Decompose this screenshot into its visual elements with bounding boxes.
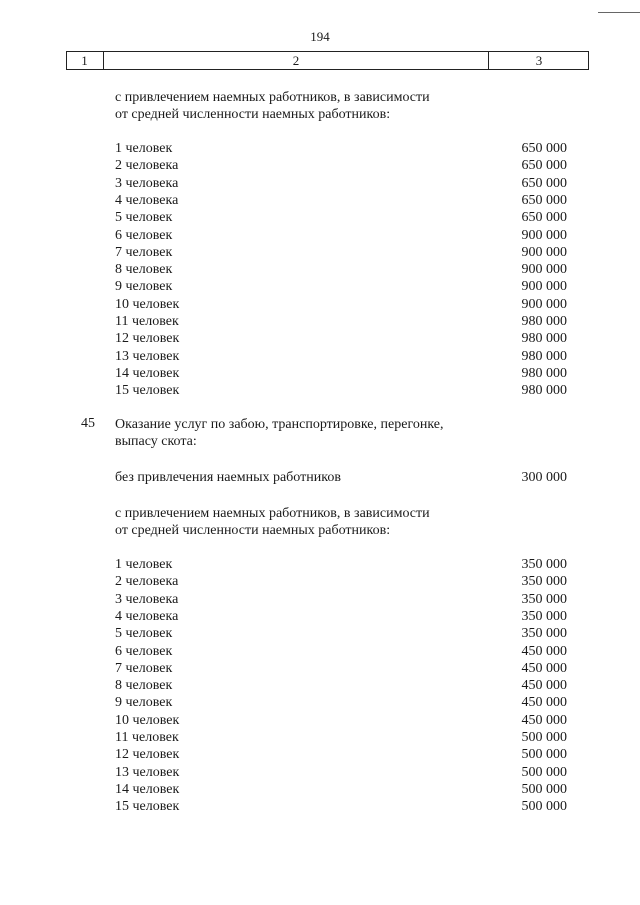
amount-value: 980 000: [521, 365, 567, 381]
list-item: [115, 677, 567, 694]
amount-value: 980 000: [521, 331, 567, 347]
employee-count-label: 13 человек: [115, 348, 180, 364]
list-item: [115, 556, 567, 573]
amount-value: 980 000: [521, 314, 567, 329]
list-item: [115, 712, 567, 729]
employee-count-label: 15 человек: [115, 383, 180, 399]
intro-line: с привлечением наемных работников, в зависимости: [115, 90, 430, 105]
list-item: [115, 746, 567, 763]
list-item: [115, 192, 567, 209]
table-border-right: [588, 52, 589, 69]
amount-value: 450 000: [521, 695, 567, 711]
employee-count-label: 3 человека: [115, 591, 179, 607]
list-item: [115, 694, 567, 711]
employee-count-label: 1 человек: [115, 557, 173, 572]
amount-value: 650 000: [521, 210, 567, 226]
amount-value: 900 000: [521, 279, 567, 295]
list-item: [115, 261, 567, 278]
column-header-2: 2: [292, 53, 300, 68]
amount-value: 450 000: [521, 660, 567, 676]
employee-count-label: 9 человек: [115, 279, 173, 295]
no-workers-label: без привлечения наемных работников: [115, 470, 341, 485]
amount-value: 450 000: [521, 712, 567, 728]
list-item: [115, 591, 567, 608]
employee-count-label: 6 человек: [115, 643, 173, 659]
list-item: [115, 643, 567, 660]
employee-count-label: 15 человек: [115, 799, 180, 815]
column-header-1: 1: [81, 53, 88, 68]
amount-value: 500 000: [521, 764, 567, 780]
amount-value: 900 000: [521, 227, 567, 243]
amount-value: 350 000: [521, 591, 567, 607]
list-item: [115, 157, 567, 174]
amount-value: 350 000: [521, 574, 567, 590]
employee-count-label: 7 человек: [115, 244, 173, 260]
amount-value: 650 000: [521, 192, 567, 208]
item-45-title: [115, 416, 444, 450]
employee-count-label: 9 человек: [115, 695, 173, 711]
page-number: 194: [310, 29, 330, 44]
list-item: [115, 781, 567, 798]
list-item: [115, 764, 567, 781]
list-item: [115, 313, 567, 330]
no-workers-value: 300 000: [521, 470, 567, 485]
employee-count-label: 7 человек: [115, 660, 173, 676]
amount-value: 350 000: [521, 557, 567, 572]
amount-value: 650 000: [521, 158, 567, 174]
intro-line: от средней численности наемных работников:: [115, 107, 391, 122]
employee-count-label: 4 человека: [115, 608, 179, 624]
column-header-row: [66, 51, 589, 70]
amount-value: 650 000: [521, 141, 567, 156]
item-number: 45: [81, 416, 95, 431]
list-item: [115, 296, 567, 313]
amount-value: 900 000: [521, 244, 567, 260]
amount-value: 500 000: [521, 799, 567, 815]
list-item: [115, 608, 567, 625]
amount-value: 980 000: [521, 348, 567, 364]
amount-value: 980 000: [521, 383, 567, 399]
employee-count-label: 6 человек: [115, 227, 173, 243]
employee-count-label: 11 человек: [115, 730, 179, 745]
title-line: выпасу скота:: [115, 434, 197, 449]
no-workers-row: [115, 469, 567, 486]
list-item: [115, 798, 567, 815]
employee-count-label: 8 человек: [115, 678, 173, 694]
employee-count-label: 12 человек: [115, 331, 180, 347]
list-item: [115, 140, 567, 157]
employee-count-label: 14 человек: [115, 781, 180, 797]
employee-count-label: 12 человек: [115, 747, 180, 763]
amount-value: 900 000: [521, 296, 567, 312]
list-item: [115, 729, 567, 746]
employee-count-label: 8 человек: [115, 262, 173, 278]
amount-value: 500 000: [521, 730, 567, 745]
list-item: [115, 625, 567, 642]
amount-value: 500 000: [521, 781, 567, 797]
list-item: [115, 330, 567, 347]
title-line: Оказание услуг по забою, транспортировке, перегонке,: [115, 417, 444, 432]
employee-count-label: 10 человек: [115, 712, 180, 728]
amount-value: 450 000: [521, 678, 567, 694]
list-item: [115, 227, 567, 244]
employee-count-label: 2 человека: [115, 158, 179, 174]
amount-value: 350 000: [521, 608, 567, 624]
list-item: [115, 348, 567, 365]
employee-count-label: 3 человека: [115, 175, 179, 191]
list-item: [115, 244, 567, 261]
employee-count-label: 13 человек: [115, 764, 180, 780]
employee-count-label: 5 человек: [115, 210, 173, 226]
list-item: [115, 365, 567, 382]
employee-count-label: 10 человек: [115, 296, 180, 312]
employee-count-label: 14 человек: [115, 365, 180, 381]
amount-value: 500 000: [521, 747, 567, 763]
intro-line: с привлечением наемных работников, в зависимости: [115, 506, 430, 521]
employee-count-label: 4 человека: [115, 192, 179, 208]
corner-mark: [598, 0, 640, 13]
employee-count-label: 5 человек: [115, 626, 173, 642]
section-a-intro: [115, 89, 430, 123]
list-item: [115, 573, 567, 590]
list-item: [115, 209, 567, 226]
amount-value: 650 000: [521, 175, 567, 191]
list-item: [115, 278, 567, 295]
amount-value: 900 000: [521, 262, 567, 278]
intro-line: от средней численности наемных работников:: [115, 523, 391, 538]
employee-count-label: 2 человека: [115, 574, 179, 590]
list-item: [115, 175, 567, 192]
list-item: [115, 660, 567, 677]
list-item: [115, 382, 567, 399]
employee-count-label: 1 человек: [115, 141, 173, 156]
employee-count-label: 11 человек: [115, 314, 179, 329]
amount-value: 350 000: [521, 626, 567, 642]
amount-value: 450 000: [521, 643, 567, 659]
item-45-intro: [115, 505, 430, 539]
column-header-3: 3: [535, 53, 543, 68]
